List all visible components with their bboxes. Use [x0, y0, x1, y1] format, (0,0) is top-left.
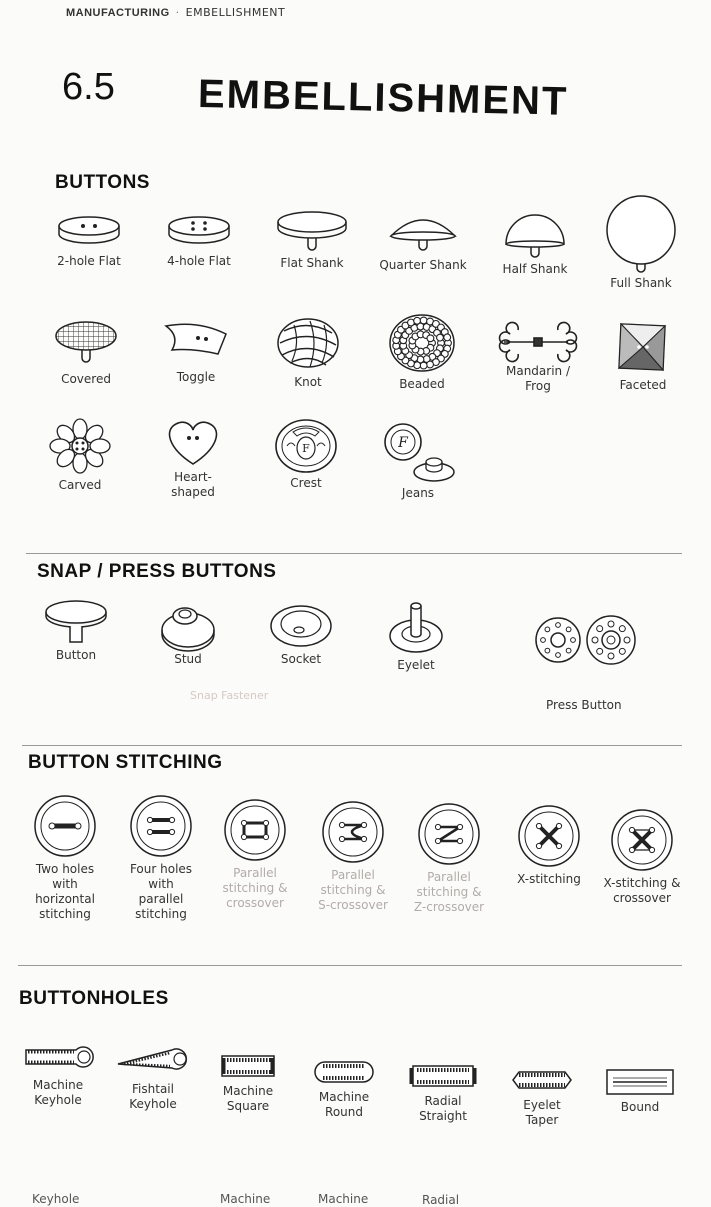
header-separator: ·	[175, 6, 180, 19]
flat-shank-icon	[274, 208, 350, 256]
buttonholes-heading: BUTTONHOLES	[19, 988, 169, 1009]
stitch-label: X-stitching & crossover	[603, 876, 681, 905]
cutoff-label: Keyhole	[32, 1192, 80, 1206]
stitch-label: Two holes with horizontal stitching	[35, 862, 95, 921]
button-beaded	[380, 313, 464, 392]
full-shank-icon	[601, 192, 681, 276]
four-hole-stitch-icon	[128, 792, 194, 862]
machine-round-icon	[311, 1056, 377, 1090]
buttonhole-machine-keyhole	[18, 1038, 98, 1108]
button-label: Quarter Shank	[379, 258, 467, 272]
buttonhole-eyelet-taper	[504, 1064, 580, 1128]
snap-socket	[263, 600, 339, 667]
header-subsection: EMBELLISHMENT	[185, 6, 286, 19]
cutoff-label: Machine	[318, 1192, 369, 1206]
button-label: Faceted	[619, 378, 667, 392]
header-section: MANUFACTURING	[66, 7, 170, 19]
heart-shaped-icon	[158, 414, 228, 470]
stitch-parallel-z-crossover	[408, 800, 490, 915]
jeans-icon	[378, 420, 458, 486]
radial-straight-icon	[407, 1060, 479, 1094]
snap-button-icon	[39, 598, 113, 648]
buttonhole-label: Fishtail Keyhole	[129, 1082, 177, 1111]
2-hole-flat-icon	[54, 208, 124, 254]
button-label: Full Shank	[610, 276, 672, 290]
stitch-x	[508, 802, 590, 887]
snap-button	[38, 598, 114, 663]
parallel-crossover-icon	[222, 796, 288, 866]
running-header	[66, 6, 285, 19]
button-2-hole-flat	[48, 208, 130, 269]
button-heart-shaped	[152, 414, 234, 500]
button-label: Covered	[61, 372, 111, 386]
button-covered	[45, 316, 127, 387]
button-faceted	[605, 320, 681, 393]
x-stitch-icon	[516, 802, 582, 872]
snap-label: Socket	[280, 652, 322, 666]
buttonhole-label: Machine Square	[222, 1084, 274, 1113]
buttonhole-fishtail-keyhole	[112, 1042, 194, 1112]
stitch-four-holes	[122, 792, 200, 922]
button-knot	[266, 313, 350, 390]
press-button-label: Press Button	[546, 698, 622, 712]
button-label: 2-hole Flat	[57, 254, 121, 268]
stitch-label: X-stitching	[517, 872, 581, 886]
button-label: Mandarin / Frog	[505, 364, 570, 393]
covered-icon	[48, 316, 124, 372]
button-jeans	[372, 420, 464, 501]
snap-label: Eyelet	[397, 658, 435, 672]
svg-text:F: F	[302, 442, 310, 455]
4-hole-flat-icon	[164, 208, 234, 254]
section-number: 6.5	[62, 66, 115, 108]
button-label: Beaded	[399, 377, 445, 391]
beaded-icon	[384, 313, 460, 377]
button-quarter-shank	[373, 210, 473, 273]
button-4-hole-flat	[158, 208, 240, 269]
buttonhole-label: Bound	[620, 1100, 660, 1114]
button-label: Toggle	[176, 370, 216, 384]
button-label: Flat Shank	[280, 256, 344, 270]
machine-square-icon	[218, 1050, 278, 1084]
buttonhole-radial-straight	[404, 1060, 482, 1124]
stitch-label: Parallel stitching & Z-crossover	[413, 870, 485, 914]
section-divider	[18, 965, 682, 966]
knot-icon	[270, 313, 346, 375]
half-shank-icon	[500, 210, 570, 262]
buttonhole-label: Eyelet Taper	[523, 1098, 561, 1127]
button-mandarin-frog	[488, 320, 588, 394]
button-carved	[38, 412, 122, 493]
eyelet-taper-icon	[509, 1064, 575, 1098]
stitch-x-crossover	[596, 806, 688, 906]
button-full-shank	[595, 192, 687, 291]
snap-stud	[150, 600, 226, 667]
button-crest	[266, 414, 346, 491]
button-half-shank	[490, 210, 580, 277]
bound-icon	[603, 1066, 677, 1100]
buttons-heading: BUTTONS	[55, 172, 150, 193]
two-hole-stitch-icon	[32, 792, 98, 862]
toggle-icon	[158, 318, 234, 370]
quarter-shank-icon	[383, 210, 463, 258]
stitch-label: Parallel stitching & S-crossover	[318, 868, 388, 912]
snap-heading: SNAP / PRESS BUTTONS	[37, 561, 277, 582]
x-crossover-icon	[609, 806, 675, 876]
buttonhole-machine-square	[210, 1050, 286, 1114]
faceted-icon	[615, 320, 671, 378]
snap-eyelet	[378, 600, 454, 673]
crest-icon	[271, 414, 341, 476]
stitching-heading: BUTTON STITCHING	[28, 752, 223, 773]
stitch-parallel-s-crossover	[312, 798, 394, 913]
press-button	[525, 610, 645, 670]
button-label: 4-hole Flat	[167, 254, 231, 268]
press-button-icon	[525, 610, 645, 670]
button-label: Half Shank	[502, 262, 568, 276]
stitch-label: Parallel stitching & crossover	[222, 866, 288, 910]
buttonhole-bound	[600, 1066, 680, 1115]
page-title: EMBELLISHMENT	[197, 72, 569, 124]
carved-icon	[40, 412, 120, 478]
buttonhole-label: Machine Round	[318, 1090, 370, 1119]
svg-text:F: F	[398, 435, 408, 451]
buttonhole-label: Radial Straight	[419, 1094, 467, 1123]
stud-icon	[155, 600, 221, 652]
section-divider	[26, 553, 682, 554]
button-label: Heart- shaped	[171, 470, 215, 499]
eyelet-icon	[383, 600, 449, 658]
mandarin-frog-icon	[496, 320, 580, 364]
parallel-s-crossover-icon	[320, 798, 386, 868]
buttonhole-label: Machine Keyhole	[32, 1078, 84, 1107]
fishtail-keyhole-icon	[112, 1042, 194, 1082]
stitch-parallel-crossover	[216, 796, 294, 911]
snap-label: Button	[55, 648, 97, 662]
button-toggle	[155, 318, 237, 385]
cutoff-label: Radial	[422, 1193, 460, 1207]
button-label: Knot	[294, 375, 322, 389]
button-flat-shank	[268, 208, 356, 271]
cutoff-label: Machine	[220, 1192, 271, 1206]
stitch-label: Four holes with parallel stitching	[129, 862, 193, 921]
socket-icon	[266, 600, 336, 652]
snap-label: Stud	[174, 652, 202, 666]
snap-fastener-label: Snap Fastener	[190, 689, 269, 702]
button-label: Crest	[290, 476, 322, 490]
buttonhole-machine-round	[304, 1056, 384, 1120]
section-divider	[22, 745, 682, 746]
parallel-z-crossover-icon	[416, 800, 482, 870]
button-label: Carved	[58, 478, 102, 492]
stitch-two-holes	[28, 792, 102, 922]
machine-keyhole-icon	[18, 1038, 98, 1078]
button-label: Jeans	[401, 486, 435, 500]
